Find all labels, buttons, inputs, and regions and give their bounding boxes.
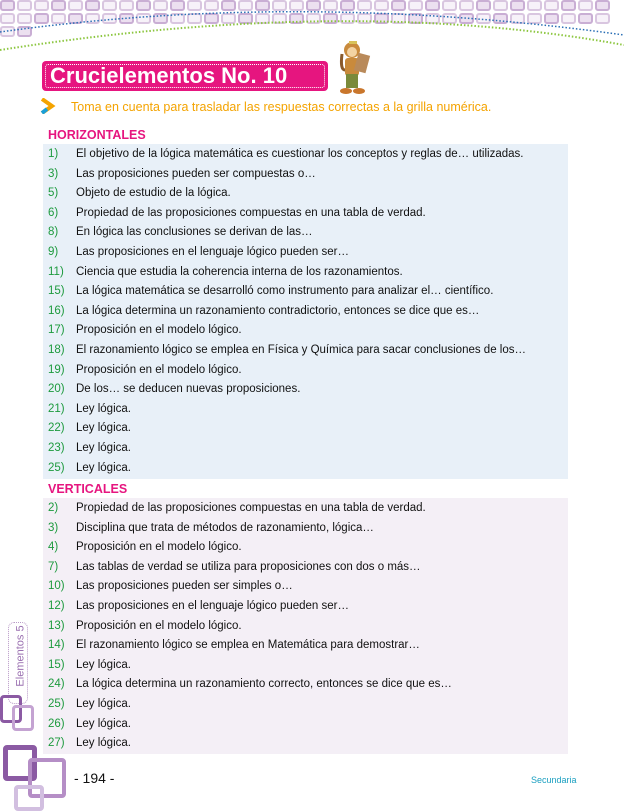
- clue-text: Ley lógica.: [76, 658, 131, 671]
- clue-text: Disciplina que trata de métodos de razonamiento, lógica…: [76, 521, 374, 534]
- item-number: 8): [48, 226, 59, 239]
- clue-text: Ley lógica.: [76, 737, 131, 750]
- clue-text: Ley lógica.: [76, 422, 131, 435]
- clue-text: Proposición en el modelo lógico.: [76, 541, 242, 554]
- clue-text: Las tablas de verdad se utiliza para proposiciones con dos o más…: [76, 560, 421, 573]
- verticales-list: [43, 498, 568, 754]
- clue-text: La lógica determina un razonamiento contradictorio, entonces se dice que es…: [76, 304, 480, 317]
- clue-text: Ley lógica.: [76, 717, 131, 730]
- clue-text: Proposición en el modelo lógico.: [76, 619, 242, 632]
- item-number: 9): [48, 246, 59, 258]
- item-number: 4): [48, 541, 59, 554]
- item-number: 24): [48, 678, 65, 691]
- clue-text: Ciencia que estudia la coherencia interna de los razonamientos.: [76, 265, 403, 278]
- item-number: 15): [48, 285, 65, 298]
- item-number: 12): [48, 600, 65, 612]
- book-title-label: Elementos 5: [14, 625, 27, 687]
- item-number: 7): [48, 560, 59, 573]
- clue-text: Ley lógica.: [76, 402, 131, 415]
- item-number: 10): [48, 580, 65, 593]
- chevron-right-icon: [36, 98, 60, 114]
- horizontales-list: [43, 144, 568, 479]
- item-number: 3): [48, 167, 59, 180]
- item-number: 22): [48, 422, 65, 435]
- clue-text: La lógica determina un razonamiento correcto, entonces se dice que es…: [76, 678, 452, 691]
- clue-text: Ley lógica.: [76, 461, 131, 474]
- item-number: 25): [48, 461, 65, 474]
- instruction-text: Toma en cuenta para trasladar las respuestas correctas a la grilla numérica.: [71, 100, 492, 114]
- decorative-square: [14, 785, 44, 811]
- item-number: 18): [48, 344, 65, 356]
- clue-text: En lógica las conclusiones se derivan de las…: [76, 226, 313, 239]
- section-heading-horizontales: HORIZONTALES: [48, 128, 146, 142]
- decorative-square: [12, 705, 34, 731]
- item-number: 17): [48, 324, 65, 337]
- item-number: 2): [48, 502, 59, 514]
- clue-text: Proposición en el modelo lógico.: [76, 324, 242, 337]
- item-number: 25): [48, 698, 65, 710]
- clue-text: Las proposiciones pueden ser simples o…: [76, 580, 293, 593]
- clue-text: Objeto de estudio de la lógica.: [76, 187, 231, 200]
- clue-text: Proposición en el modelo lógico.: [76, 363, 242, 376]
- item-number: 16): [48, 304, 65, 317]
- clue-text: El razonamiento lógico se emplea en Física y Química para sacar conclusiones de los…: [76, 344, 526, 356]
- clue-text: Propiedad de las proposiciones compuestas en una tabla de verdad.: [76, 502, 426, 514]
- item-number: 20): [48, 383, 65, 396]
- item-number: 5): [48, 187, 59, 200]
- clue-text: Ley lógica.: [76, 698, 131, 710]
- item-number: 21): [48, 402, 65, 415]
- item-number: 23): [48, 442, 65, 454]
- monkey-mascot-icon: [334, 40, 380, 96]
- clue-text: De los… se deducen nuevas proposiciones.: [76, 383, 301, 396]
- clue-text: El razonamiento lógico se emplea en Matemática para demostrar…: [76, 639, 420, 652]
- clue-text: Las proposiciones en el lenguaje lógico pueden ser…: [76, 246, 349, 258]
- clue-text: Ley lógica.: [76, 442, 131, 454]
- item-number: 3): [48, 521, 59, 534]
- item-number: 19): [48, 363, 65, 376]
- clue-text: Propiedad de las proposiciones compuestas en una tabla de verdad.: [76, 206, 426, 219]
- section-heading-verticales: VERTICALES: [48, 482, 128, 496]
- page-number: - 194 -: [74, 770, 115, 786]
- dotted-curves: [0, 0, 624, 60]
- level-label: Secundaria: [531, 775, 577, 785]
- clue-text: Las proposiciones en el lenguaje lógico pueden ser…: [76, 600, 349, 612]
- item-number: 15): [48, 658, 65, 671]
- page-title: Crucielementos No. 10: [50, 63, 288, 88]
- clue-text: Las proposiciones pueden ser compuestas o…: [76, 167, 316, 180]
- item-number: 11): [48, 265, 64, 278]
- clue-text: La lógica matemática se desarrolló como instrumento para analizar el… científico.: [76, 285, 494, 298]
- clue-text: El objetivo de la lógica matemática es cuestionar los conceptos y reglas de… utilizadas.: [76, 148, 524, 160]
- item-number: 14): [48, 639, 65, 652]
- item-number: 26): [48, 717, 65, 730]
- item-number: 27): [48, 737, 65, 750]
- item-number: 6): [48, 206, 59, 219]
- item-number: 1): [48, 148, 59, 160]
- item-number: 13): [48, 619, 65, 632]
